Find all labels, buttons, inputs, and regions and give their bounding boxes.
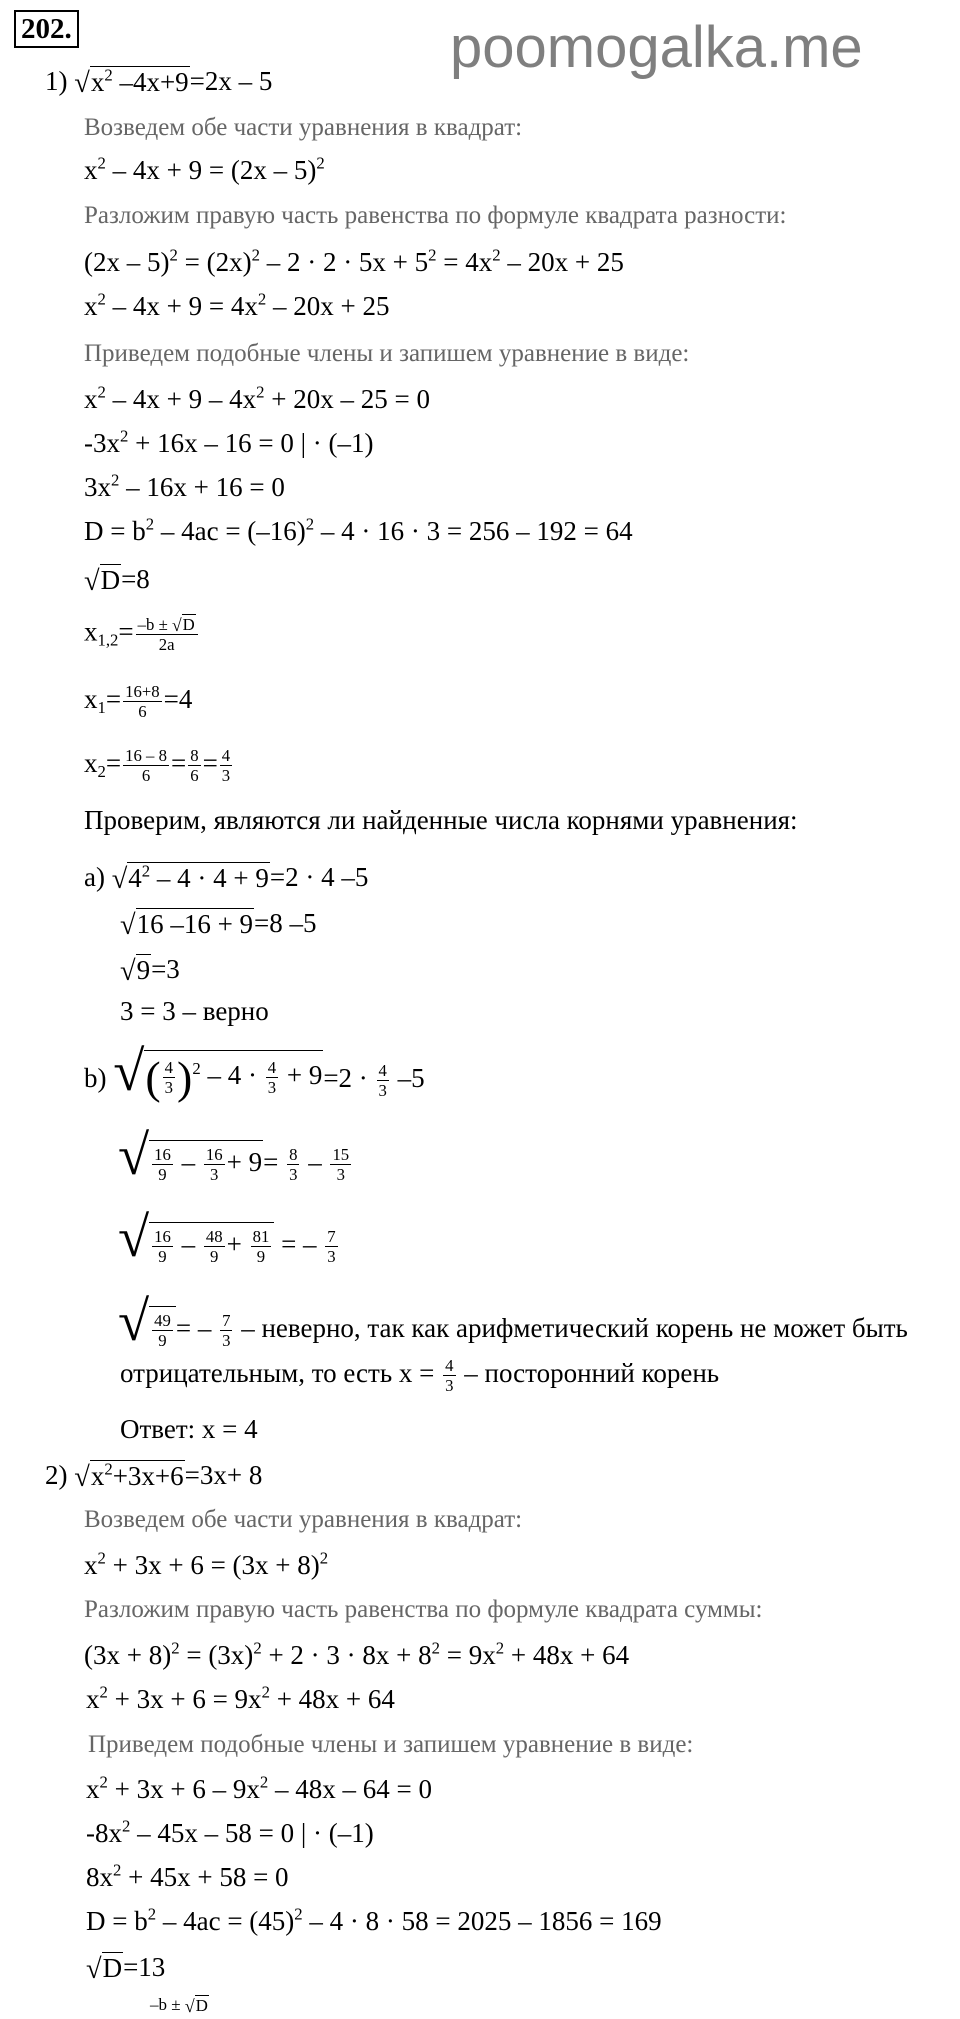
p1-check-a1: a) √ $4^2 - 4 \cdot 4 + 9$ =2 · 4 –5 bbox=[84, 861, 369, 895]
p1-step3: $x^2 - 4x + 9 = 4x^2 - 20x + 25$ bbox=[84, 289, 390, 321]
p1-note-expand: Разложим правую часть равенства по формуле квадрата разности: bbox=[84, 202, 787, 229]
p1-check-b3: √ $\frac{16}{9}$ – $\frac{48}{9}$ + $\frac{81}{9}$ = – $\frac{7}{3}$ bbox=[118, 1206, 336, 1269]
problem-number: 202. bbox=[14, 10, 79, 48]
p1-equation: 1) √ $x^2$ –4x+9 =2x – 5 bbox=[45, 65, 273, 99]
p2-step1: $x^2 + 3x + 6 = (3x + 8)^2$ bbox=[84, 1548, 329, 1580]
p1-check-a2: √ 16 –16 + 9 =8 –5 bbox=[120, 908, 317, 941]
p1-step4: $x^2 - 4x + 9 - 4x^2 + 20x - 25 = 0$ bbox=[84, 382, 430, 414]
p1-root2: $x_2=$ $\frac{16 - 8}{6}$ = $\frac{8}{6}$ = $\frac{4}{3}$ bbox=[84, 746, 231, 786]
p2-step2: $(3x + 8)^2 = (3x)^2 + 2 \cdot 3 \cdot 8x + 8^2 = 9x^2 + 48x + 64$ bbox=[84, 1638, 630, 1670]
p1-roots-formula: $x_{1,2}=$ –b ± √ D 2a bbox=[84, 614, 200, 654]
p1-step5: $-3x^2 + 16x - 16 = 0$ | · (–1) bbox=[84, 426, 374, 458]
p1-sqrt-d: √ D =8 bbox=[84, 564, 150, 597]
p1-step1: $x^2 - 4x + 9 = (2x - 5)^2$ bbox=[84, 153, 325, 185]
p1-step2: $(2x - 5)^2 = (2x)^2 - 2 \cdot 2 \cdot 5x + 5^2 = 4x^2 - 20x + 25$ bbox=[84, 245, 624, 277]
p1-answer: Ответ: x = 4 bbox=[120, 1414, 258, 1444]
p1-step6: $3x^2 - 16x + 16 = 0$ bbox=[84, 470, 285, 502]
p2-equation: 2) √ $x^2+3x+6$ =3x+ 8 bbox=[45, 1459, 263, 1493]
p2-note-expand: Разложим правую часть равенства по формуле квадрата суммы: bbox=[84, 1596, 763, 1623]
watermark: poomogalka.me bbox=[450, 15, 863, 80]
p2-discriminant: $D = b^2 - 4ac = (45)^2 - 4 \cdot 8 \cdot 58 = 2025 - 1856 = 169$ bbox=[86, 1904, 662, 1936]
p1-check-b5: отрицательным, то есть x = $\frac{4}{3}$ – посторонний корень bbox=[120, 1356, 720, 1396]
p1-check-b4: √ $\frac{49}{9}$ = – $\frac{7}{3}$ – неверно, так как арифметический корень не может быть bbox=[118, 1290, 908, 1353]
p2-step3: $x^2 + 3x + 6 = 9x^2 + 48x + 64$ bbox=[86, 1682, 395, 1714]
p2-sqrt-d: √ D =13 bbox=[86, 1952, 166, 1985]
p2-note-collect: Приведем подобные члены и запишем уравнение в виде: bbox=[88, 1731, 694, 1758]
p1-note-square: Возведем обе части уравнения в квадрат: bbox=[84, 114, 523, 141]
p2-roots-formula-partial: –b ± √ D bbox=[150, 1995, 208, 2017]
p1-discriminant: $D = b^2 - 4ac = (-16)^2 - 4 \cdot 16 \cdot 3 = 256 - 192 = 64$ bbox=[84, 514, 633, 546]
p1-check-a3: √ 9 =3 bbox=[120, 954, 180, 987]
p2-note-square: Возведем обе части уравнения в квадрат: bbox=[84, 1506, 523, 1533]
p2-step6: $8x^2 + 45x + 58 = 0$ bbox=[86, 1860, 289, 1892]
p1-check-intro: Проверим, являются ли найденные числа корнями уравнения: bbox=[84, 805, 798, 835]
p1-note-collect: Приведем подобные члены и запишем уравнение в виде: bbox=[84, 340, 690, 367]
p2-step4: $x^2 + 3x + 6 - 9x^2 - 48x - 64 = 0$ bbox=[86, 1772, 432, 1804]
p1-root1: $x_1=$ $\frac{16+8}{6}$ =4 bbox=[84, 682, 193, 722]
p1-check-a4: 3 = 3 – верно bbox=[120, 996, 269, 1026]
p1-check-b2: √ $\frac{16}{9}$ – $\frac{16}{3}$ + 9 = $\frac{8}{3}$ – $\frac{15}{3}$ bbox=[118, 1124, 350, 1187]
p2-step5: $-8x^2 - 45x - 58 = 0$ | · (–1) bbox=[86, 1816, 374, 1848]
p1-check-b1: b) √ ( $\frac{4}{3}$ )$^2$ – 4 · $\frac{4}{3}$ + 9 =2 · $\frac{4}{3}$ –5 bbox=[84, 1040, 425, 1103]
